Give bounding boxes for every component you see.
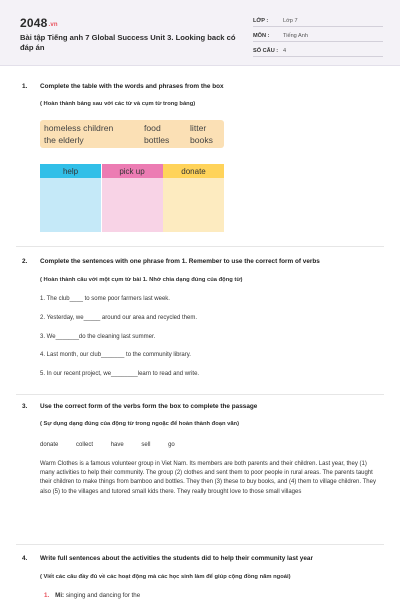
word-item: food — [144, 123, 161, 133]
sentence-item: 3. We_______do the cleaning last summer. — [40, 334, 156, 340]
sentence-item: 4. Last month, our club_______ to the community library. — [40, 352, 191, 358]
question-2-subtitle: ( Hoàn thành câu với một cụm từ bài 1. Nhớ chia dạng đúng của động từ) — [40, 277, 243, 283]
document-title: Bài tập Tiếng anh 7 Global Success Unit 3. Looking back có đáp án — [20, 33, 236, 52]
word-box — [40, 120, 224, 148]
item-number: 1. — [44, 592, 50, 599]
question-3-title — [22, 403, 257, 410]
section-divider — [16, 246, 384, 247]
meta-value: Lớp 7 — [283, 18, 298, 24]
question-text: Use the correct form of the verbs form the box to complete the passage — [40, 403, 258, 410]
word-item: the elderly — [44, 135, 84, 145]
question-text: Complete the sentences with one phrase from 1. Remember to use the correct form of verbs — [40, 258, 320, 265]
meta-label: LỚP : — [253, 18, 269, 24]
column-header: pick up — [102, 164, 163, 178]
meta-row-class — [253, 14, 383, 27]
meta-value: 4 — [283, 48, 287, 54]
question-4-subtitle: ( Viết các câu đầy đủ về các hoạt động mà các học sinh làm để giúp cộng đồng năm ngoái) — [40, 574, 291, 580]
sentence-item: 1. The club____ to some poor farmers last week. — [40, 296, 170, 302]
word-item: litter — [190, 123, 207, 133]
question-number: 4. — [22, 555, 28, 562]
verb-item: donate — [40, 442, 59, 448]
reading-passage: Warm Clothes is a famous volunteer group in Viet Nam. Its members are both parents and their children. Last year, they (1) many activities to help their community. The group (2) clothes and sent them to poor people in rural areas. The parents taught their children to make things from bamboo and bottles. They then (3) these to buy books, and (4) them to village children. They also (5) to the villages and tutored small kids there. They really brought love to those small villages — [40, 461, 376, 495]
column-answer-area[interactable] — [40, 178, 101, 232]
meta-label: SỐ CÂU : — [253, 48, 279, 54]
verb-item: go — [168, 442, 175, 448]
section-divider — [16, 544, 384, 545]
document-header — [0, 0, 400, 66]
word-item: homeless children — [44, 123, 114, 133]
question-number: 1. — [22, 83, 28, 90]
question-2-title — [22, 258, 320, 265]
meta-row-subject — [253, 29, 383, 42]
question-4-title — [22, 555, 313, 562]
meta-value: Tiếng Anh — [283, 33, 308, 39]
sentence-item: 2. Yesterday, we_____ around our area and recycled them. — [40, 315, 197, 321]
table-column-pick-up — [102, 164, 163, 232]
meta-label: MÔN : — [253, 33, 270, 39]
question-text: Complete the table with the words and phrases from the box — [40, 83, 224, 90]
question-1-subtitle: ( Hoàn thành bảng sau với các từ và cụm từ trong bảng) — [40, 101, 196, 107]
column-answer-area[interactable] — [163, 178, 224, 232]
question-number: 3. — [22, 403, 28, 410]
document-meta — [253, 14, 383, 59]
verb-item: sell — [141, 442, 151, 448]
question-3-subtitle: ( Sự dụng dạng đúng của động từ trong ngoặc để hoàn thành đoạn văn) — [40, 421, 240, 427]
table-column-donate — [163, 164, 224, 232]
answer-table — [40, 164, 224, 232]
word-item: books — [190, 135, 213, 145]
logo-main: 2048 — [20, 16, 48, 30]
verb-box — [40, 442, 191, 448]
item-speaker: Mi: — [55, 592, 65, 599]
column-header: donate — [163, 164, 224, 178]
site-logo[interactable] — [20, 16, 58, 30]
question-1-title — [22, 83, 224, 90]
logo-suffix: .vn — [48, 22, 58, 28]
column-answer-area[interactable] — [102, 178, 163, 232]
word-item: bottles — [144, 135, 170, 145]
sentence-item: 5. In our recent project, we________learn to read and write. — [40, 371, 200, 377]
question-text: Write full sentences about the activities the students did to help their community last year — [40, 555, 313, 562]
question-number: 2. — [22, 258, 28, 265]
verb-item: collect — [76, 442, 94, 448]
table-column-help — [40, 164, 101, 232]
question-4-item — [44, 592, 140, 599]
verb-item: have — [110, 442, 124, 448]
section-divider — [16, 394, 384, 395]
column-header: help — [40, 164, 101, 178]
item-text: singing and dancing for the — [65, 592, 141, 599]
meta-row-question-count — [253, 44, 383, 57]
